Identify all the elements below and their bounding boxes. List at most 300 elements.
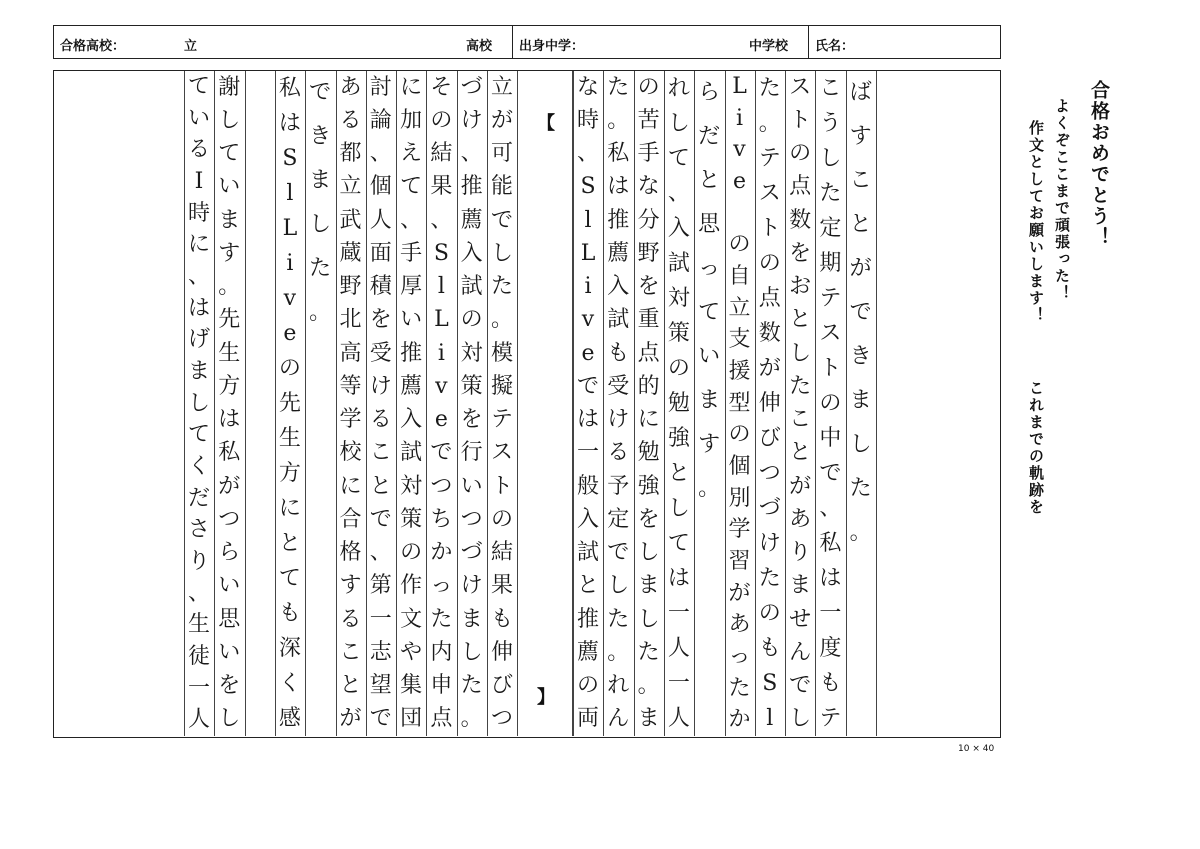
grid-cell: す	[849, 124, 872, 149]
grid-cell: 入	[607, 274, 630, 300]
grid-cell: す	[218, 240, 241, 266]
grid-cell: 受	[607, 373, 630, 399]
grid-cell: 能	[490, 174, 513, 200]
grid-line	[396, 71, 397, 736]
grid-line	[664, 71, 665, 736]
grid-line	[573, 71, 574, 736]
grid-cell: も	[819, 670, 842, 696]
middle-school-field[interactable]	[513, 26, 809, 58]
grid-cell: こ	[819, 75, 842, 101]
grid-cell: の	[400, 540, 423, 566]
grid-cell: 対	[400, 473, 423, 499]
grid-cell: だ	[698, 124, 721, 149]
grid-cell: て	[278, 565, 301, 591]
grid-cell: の	[758, 250, 781, 276]
manuscript-column	[366, 71, 396, 736]
grid-cell: i	[437, 340, 445, 366]
side-message-1: よくぞここまで頑張った！	[1053, 98, 1071, 302]
center-bracket-bottom: 】	[537, 687, 555, 708]
grid-cell: 、	[400, 207, 423, 233]
grid-cell: も	[758, 635, 781, 661]
grid-cell: さ	[187, 517, 210, 543]
grid-cell: げ	[187, 327, 210, 353]
grid-cell: る	[607, 440, 630, 466]
grid-cell: の	[278, 355, 301, 381]
grid-cell: つ	[218, 506, 241, 532]
grid-cell: が	[758, 355, 781, 381]
grid-cell: の	[576, 673, 599, 699]
grid-cell: あ	[728, 612, 751, 638]
grid-cell: 苦	[637, 107, 660, 133]
grid-cell: こ	[369, 440, 392, 466]
middle-school-label: 出身中学：	[519, 39, 585, 54]
grid-cell: ま	[789, 573, 812, 599]
grid-cell: l	[766, 705, 774, 731]
grid-cell: 私	[278, 75, 301, 101]
grid-line	[245, 71, 246, 736]
grid-cell: e	[581, 340, 595, 366]
grid-cell: 、	[430, 207, 453, 233]
grid-cell: 、	[369, 141, 392, 167]
grid-cell: き	[849, 344, 872, 369]
grid-cell: 志	[369, 639, 392, 665]
grid-cell: づ	[460, 540, 483, 566]
grid-cell: 学	[339, 407, 362, 433]
grid-cell: 強	[667, 425, 690, 451]
grid-cell: 薦	[607, 240, 630, 266]
grid-cell: 。	[607, 639, 630, 665]
grid-cell: 対	[667, 285, 690, 311]
grid-cell: と	[849, 212, 872, 237]
grid-cell: 試	[576, 540, 599, 566]
grid-cell: ス	[819, 320, 842, 346]
grid-cell: 一	[819, 600, 842, 626]
grid-cell: ま	[849, 388, 872, 413]
grid-cell: 文	[400, 606, 423, 632]
grid-cell: て	[698, 300, 721, 325]
grid-cell: 深	[278, 635, 301, 661]
grid-cell: い	[218, 174, 241, 200]
grid-cell: も	[607, 340, 630, 366]
grid-cell: 。	[309, 300, 332, 325]
grid-cell: つ	[490, 706, 513, 732]
grid-cell: 。	[698, 476, 721, 501]
grid-cell: 勉	[637, 440, 660, 466]
grid-cell: 策	[400, 506, 423, 532]
grid-cell: ス	[758, 180, 781, 206]
grid-cell: を	[218, 673, 241, 699]
grid-cell: 立	[490, 74, 513, 100]
grid-cell: づ	[758, 495, 781, 521]
grid-cell: る	[339, 107, 362, 133]
grid-cell: こ	[849, 168, 872, 193]
grid-cell: 策	[460, 373, 483, 399]
manuscript-column	[785, 71, 815, 736]
grid-cell: そ	[430, 74, 453, 100]
grid-cell: ま	[698, 388, 721, 413]
grid-cell: 思	[698, 212, 721, 237]
grid-cell: し	[309, 212, 332, 237]
grid-line	[214, 71, 215, 736]
grid-cell: る	[339, 606, 362, 632]
grid-cell: せ	[789, 606, 812, 632]
grid-cell: の	[789, 141, 812, 167]
grid-cell: ん	[789, 639, 812, 665]
grid-cell: v	[581, 307, 595, 333]
grid-cell: と	[667, 460, 690, 486]
grid-cell: し	[819, 145, 842, 171]
grid-cell: し	[218, 107, 241, 133]
grid-cell: の	[490, 506, 513, 532]
grid-cell: 立	[728, 295, 751, 321]
grid-cell: に	[339, 473, 362, 499]
grid-cell: 策	[667, 320, 690, 346]
grid-cell: あ	[339, 74, 362, 100]
grid-cell: く	[278, 670, 301, 696]
grid-cell: ら	[218, 540, 241, 566]
grid-cell: る	[187, 137, 210, 163]
grid-cell: け	[369, 373, 392, 399]
grid-cell: 推	[607, 207, 630, 233]
grid-cell: つ	[758, 460, 781, 486]
grid-cell: 謝	[218, 74, 241, 100]
grid-cell: ス	[789, 74, 812, 100]
grid-cell: 期	[819, 250, 842, 276]
grid-cell: ト	[490, 473, 513, 499]
grid-cell: て	[667, 530, 690, 556]
manuscript-column	[275, 71, 305, 736]
grid-cell: ま	[637, 573, 660, 599]
grid-cell: は	[607, 174, 630, 200]
grid-cell: 私	[218, 440, 241, 466]
grid-cell: ま	[309, 168, 332, 193]
grid-cell: に	[637, 407, 660, 433]
grid-cell: ト	[819, 355, 842, 381]
grid-cell: 時	[187, 200, 210, 226]
grid-line	[815, 71, 816, 736]
grid-cell: 自	[728, 263, 751, 289]
name-field[interactable]	[809, 26, 1000, 58]
congrats-title: 合格おめでとう！	[1088, 80, 1110, 248]
grid-cell: 数	[789, 207, 812, 233]
grid-cell: は	[819, 565, 842, 591]
grid-cell: テ	[819, 705, 842, 731]
grid-line	[725, 71, 726, 736]
manuscript-column	[245, 71, 275, 736]
grid-cell: 型	[728, 390, 751, 416]
grid-cell: 高	[339, 340, 362, 366]
grid-cell: 習	[728, 548, 751, 574]
grid-cell: で	[819, 460, 842, 486]
grid-cell: S	[433, 240, 449, 266]
manuscript-grid	[53, 70, 1001, 738]
manuscript-column	[694, 71, 724, 736]
grid-cell: た	[309, 256, 332, 281]
grid-cell: と	[789, 440, 812, 466]
grid-cell: ら	[698, 80, 721, 105]
grid-cell: 作	[400, 573, 423, 599]
grid-cell: 立	[339, 174, 362, 200]
grid-cell: た	[849, 476, 872, 501]
grid-cell: 人	[667, 635, 690, 661]
grid-cell: S	[762, 670, 778, 696]
grid-cell: 私	[819, 530, 842, 556]
grid-line	[603, 71, 604, 736]
grid-cell: し	[218, 706, 241, 732]
grid-cell: 都	[339, 141, 362, 167]
side-message-3: これまでの軌跡を	[1027, 380, 1045, 516]
grid-cell: た	[607, 74, 630, 100]
grid-cell: か	[430, 540, 453, 566]
grid-cell: に	[187, 232, 210, 258]
grid-cell: 推	[460, 174, 483, 200]
grid-cell: 人	[187, 707, 210, 733]
grid-line	[876, 71, 877, 736]
grid-cell: ス	[490, 440, 513, 466]
grid-cell: 重	[637, 307, 660, 333]
grid-cell: の	[430, 107, 453, 133]
grid-cell	[725, 198, 755, 230]
grid-cell: 野	[339, 274, 362, 300]
grid-cell: 人	[369, 207, 392, 233]
grid-cell: た	[789, 373, 812, 399]
grid-line	[457, 71, 458, 736]
grid-cell: 蔵	[339, 240, 362, 266]
grid-cell: に	[278, 495, 301, 521]
grid-cell: 人	[667, 705, 690, 731]
grid-cell: L	[732, 73, 747, 99]
grid-line	[336, 71, 337, 736]
grid-cell: だ	[187, 485, 210, 511]
manuscript-column	[846, 71, 876, 736]
grid-cell: 数	[758, 320, 781, 346]
grid-cell: の	[819, 390, 842, 416]
grid-cell: つ	[460, 506, 483, 532]
grid-cell: び	[490, 673, 513, 699]
grid-cell: 徒	[187, 643, 210, 669]
grid-cell: 模	[490, 340, 513, 366]
grid-cell: は	[218, 407, 241, 433]
grid-cell: 野	[637, 240, 660, 266]
grid-cell: で	[849, 300, 872, 325]
school-prefix: 立	[184, 39, 198, 54]
grid-cell: れ	[667, 75, 690, 101]
grid-cell: 入	[460, 240, 483, 266]
grid-cell: v	[733, 137, 746, 163]
grid-cell: お	[789, 274, 812, 300]
grid-cell: 両	[576, 706, 599, 732]
grid-cell: し	[490, 240, 513, 266]
grid-cell: 生	[187, 612, 210, 638]
grid-cell: 点	[637, 340, 660, 366]
grid-cell: た	[490, 274, 513, 300]
grid-cell: た	[758, 75, 781, 101]
grid-cell: し	[460, 639, 483, 665]
school-label: 合格高校：	[60, 39, 126, 54]
grid-cell: い	[460, 473, 483, 499]
grid-cell: づ	[460, 74, 483, 100]
grid-cell: 武	[339, 207, 362, 233]
grid-cell: 般	[576, 473, 599, 499]
grid-cell: l	[286, 180, 294, 206]
grid-cell: 内	[430, 639, 453, 665]
grid-cell: の	[667, 355, 690, 381]
grid-cell: っ	[728, 643, 751, 669]
grid-cell: か	[728, 707, 751, 733]
grid-cell: 団	[400, 706, 423, 732]
grid-cell: i	[735, 105, 744, 131]
grid-cell: ま	[460, 606, 483, 632]
grid-cell: の	[758, 600, 781, 626]
grid-cell: 薦	[576, 639, 599, 665]
grid-cell: 討	[369, 74, 392, 100]
manuscript-column	[487, 71, 517, 736]
center-band	[517, 71, 573, 736]
grid-cell: 私	[607, 141, 630, 167]
grid-cell: で	[369, 506, 392, 532]
grid-cell: た	[637, 639, 660, 665]
grid-cell: 可	[490, 141, 513, 167]
grid-cell: 、	[187, 263, 210, 289]
grid-cell: と	[789, 307, 812, 333]
grid-size-note: 10 × 40	[958, 744, 995, 754]
grid-cell: ば	[849, 80, 872, 105]
grid-line	[785, 71, 786, 736]
grid-cell: ち	[430, 506, 453, 532]
grid-cell: 援	[728, 358, 751, 384]
grid-cell: く	[187, 453, 210, 479]
school-suffix: 高校	[465, 39, 492, 54]
grid-cell: ト	[758, 215, 781, 241]
grid-cell: を	[637, 506, 660, 532]
grid-cell: び	[758, 425, 781, 451]
grid-cell: S	[282, 145, 298, 171]
grid-cell: 一	[369, 606, 392, 632]
grid-line	[694, 71, 695, 736]
side-message-2: 作文としてお願いします！	[1027, 120, 1045, 324]
grid-cell: 、	[667, 180, 690, 206]
grid-cell: し	[789, 706, 812, 732]
manuscript-column	[305, 71, 335, 736]
grid-cell: 論	[369, 107, 392, 133]
grid-cell: 。	[849, 520, 872, 545]
grid-cell: 別	[728, 485, 751, 511]
grid-cell: し	[789, 340, 812, 366]
grid-cell: 生	[278, 425, 301, 451]
grid-cell: と	[576, 573, 599, 599]
grid-cell: き	[309, 124, 332, 149]
grid-cell: 強	[637, 473, 660, 499]
grid-cell: て	[187, 73, 210, 99]
grid-cell: と	[698, 168, 721, 193]
grid-cell: た	[430, 606, 453, 632]
grid-cell: 一	[187, 675, 210, 701]
grid-cell: ん	[607, 706, 630, 732]
grid-cell: こ	[339, 639, 362, 665]
grid-cell: つ	[430, 473, 453, 499]
grid-cell: し	[637, 540, 660, 566]
grid-cell: い	[187, 105, 210, 131]
grid-cell: し	[849, 432, 872, 457]
manuscript-column	[573, 71, 603, 736]
grid-cell: 結	[430, 141, 453, 167]
grid-cell: e	[283, 320, 297, 346]
grid-cell: っ	[698, 256, 721, 281]
grid-cell: 、	[187, 580, 210, 606]
grid-cell: の	[637, 74, 660, 100]
grid-cell: 方	[218, 373, 241, 399]
grid-cell: い	[218, 639, 241, 665]
grid-cell: た	[819, 180, 842, 206]
grid-cell: 。	[490, 307, 513, 333]
grid-cell: 時	[576, 107, 599, 133]
grid-cell: 支	[728, 327, 751, 353]
grid-cell: 先	[278, 390, 301, 416]
grid-cell: も	[278, 600, 301, 626]
grid-cell: け	[460, 573, 483, 599]
grid-cell: も	[490, 606, 513, 632]
grid-cell: 、	[460, 141, 483, 167]
grid-cell: 学	[728, 517, 751, 543]
grid-cell: は	[667, 565, 690, 591]
grid-line	[275, 71, 276, 736]
grid-cell: 。	[218, 274, 241, 300]
grid-cell: 第	[369, 573, 392, 599]
grid-cell: 加	[400, 107, 423, 133]
grid-cell: る	[369, 407, 392, 433]
grid-cell: で	[309, 80, 332, 105]
grid-cell: は	[278, 110, 301, 136]
grid-cell: v	[283, 285, 297, 311]
grid-cell: が	[339, 706, 362, 732]
center-bracket-top: 【	[537, 113, 555, 134]
grid-cell: 方	[278, 460, 301, 486]
grid-cell: し	[607, 573, 630, 599]
grid-cell: L	[434, 307, 449, 333]
grid-cell: 擬	[490, 373, 513, 399]
grid-cell: 個	[369, 174, 392, 200]
middle-school-suffix: 中学校	[748, 39, 788, 54]
grid-cell: ま	[637, 706, 660, 732]
grid-cell: 伸	[490, 639, 513, 665]
grid-cell: り	[789, 540, 812, 566]
grid-cell: テ	[490, 407, 513, 433]
grid-cell: が	[728, 580, 751, 606]
grid-cell: 。	[637, 673, 660, 699]
grid-line	[305, 71, 306, 736]
grid-cell: で	[576, 373, 599, 399]
header-info-bar	[53, 25, 1001, 59]
grid-cell: ト	[789, 107, 812, 133]
grid-cell: 推	[576, 606, 599, 632]
manuscript-column	[664, 71, 694, 736]
grid-cell: 点	[789, 174, 812, 200]
school-field[interactable]	[54, 26, 513, 58]
grid-cell: I	[194, 168, 204, 194]
grid-cell: た	[728, 675, 751, 701]
grid-cell: で	[490, 207, 513, 233]
grid-cell: 面	[369, 240, 392, 266]
grid-cell: 一	[576, 440, 599, 466]
grid-cell: 。	[607, 107, 630, 133]
grid-cell: 集	[400, 673, 423, 699]
grid-cell: し	[187, 390, 210, 416]
manuscript-column	[755, 71, 785, 736]
grid-cell: e	[732, 168, 747, 194]
grid-cell: l	[437, 274, 445, 300]
grid-line	[184, 71, 185, 736]
grid-cell: 試	[400, 440, 423, 466]
